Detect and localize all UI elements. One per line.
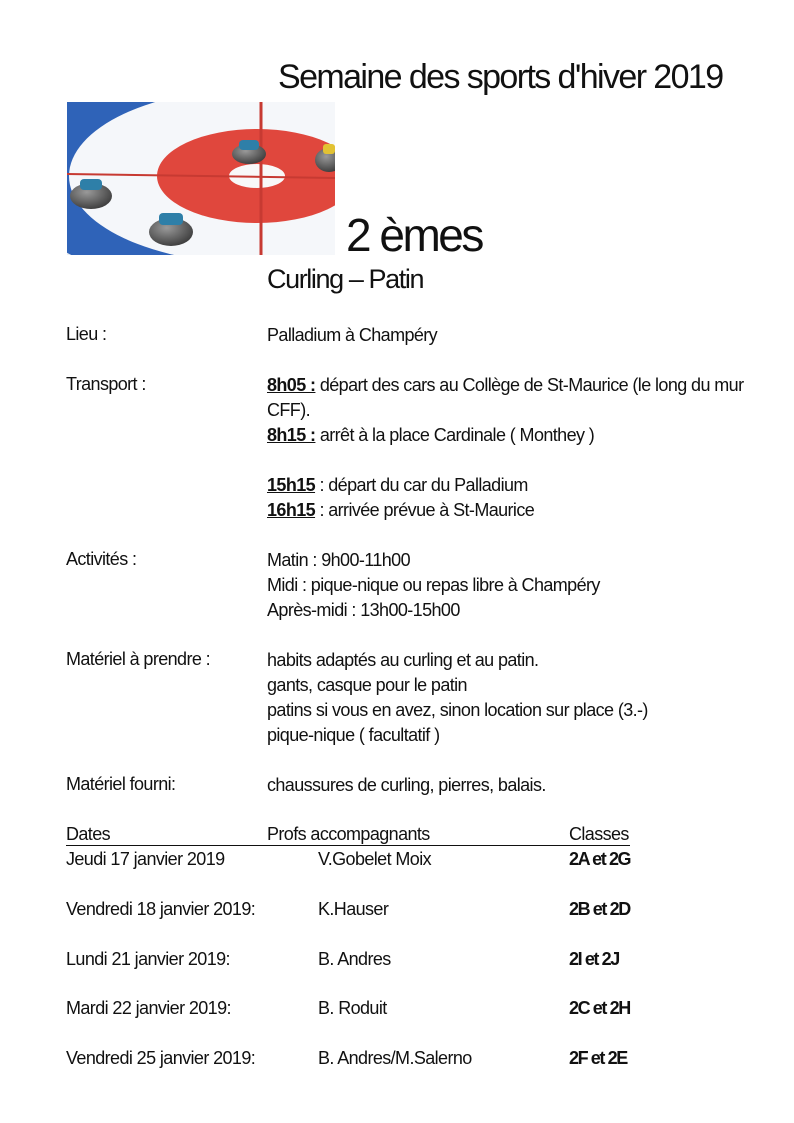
transport-time: 8h05 : [267, 375, 316, 395]
transport-entry [267, 498, 534, 523]
table-row-date: Jeudi 17 janvier 2019 [66, 849, 225, 869]
materiel-prendre-line: pique-nique ( facultatif ) [267, 725, 440, 745]
transport-entry [267, 373, 757, 423]
transport-entry [267, 473, 528, 498]
lieu-label: Lieu : [66, 324, 107, 344]
curling-photo [67, 102, 335, 255]
table-header-classes: Classes [569, 824, 629, 844]
table-row-date: Lundi 21 janvier 2019: [66, 949, 230, 969]
table-row-classes: 2A et 2G [569, 849, 631, 869]
table-row-prof: V.Gobelet Moix [318, 849, 432, 869]
table-row-date: Mardi 22 janvier 2019: [66, 998, 231, 1018]
table-row-prof: K.Hauser [318, 899, 389, 919]
materiel-prendre-label: Matériel à prendre : [66, 649, 211, 669]
table-row-classes: 2F et 2E [569, 1048, 627, 1068]
activites-line: Midi : pique-nique ou repas libre à Champéry [267, 575, 600, 595]
materiel-prendre-line: gants, casque pour le patin [267, 675, 467, 695]
transport-text: : arrivée prévue à St-Maurice [315, 500, 535, 520]
materiel-fourni-label: Matériel fourni: [66, 774, 176, 794]
transport-time: 15h15 [267, 475, 316, 495]
materiel-fourni-value: chaussures de curling, pierres, balais. [267, 775, 546, 795]
lieu-value: Palladium à Champéry [267, 325, 438, 345]
activites-line: Après-midi : 13h00-15h00 [267, 600, 460, 620]
table-header-dates: Dates [66, 824, 111, 844]
activites-label: Activités : [66, 549, 137, 569]
page-subtitle: Curling – Patin [267, 264, 424, 294]
page-title: Semaine des sports d'hiver 2019 [278, 58, 723, 96]
class-level: 2 èmes [346, 209, 482, 261]
table-row-prof: B. Roduit [318, 998, 387, 1018]
table-row-prof: B. Andres/M.Salerno [318, 1048, 472, 1068]
table-row-classes: 2B et 2D [569, 899, 630, 919]
table-row-date: Vendredi 18 janvier 2019: [66, 899, 256, 919]
transport-label: Transport : [66, 374, 146, 394]
table-header-profs: Profs accompagnants [267, 824, 430, 844]
materiel-prendre-line: habits adaptés au curling et au patin. [267, 650, 539, 670]
transport-time: 8h15 : [267, 425, 316, 445]
transport-text: : départ du car du Palladium [315, 475, 528, 495]
table-row-date: Vendredi 25 janvier 2019: [66, 1048, 256, 1068]
transport-text: départ des cars au Collège de St-Maurice (le long du mur CFF). [267, 375, 744, 420]
transport-time: 16h15 [267, 500, 316, 520]
table-header-rule [66, 845, 630, 846]
transport-text: arrêt à la place Cardinale ( Monthey ) [315, 425, 595, 445]
table-row-classes: 2I et 2J [569, 949, 619, 969]
table-row-classes: 2C et 2H [569, 998, 630, 1018]
table-row-prof: B. Andres [318, 949, 391, 969]
materiel-prendre-line: patins si vous en avez, sinon location sur place (3.-) [267, 700, 648, 720]
transport-entry [267, 423, 594, 448]
activites-line: Matin : 9h00-11h00 [267, 550, 410, 570]
